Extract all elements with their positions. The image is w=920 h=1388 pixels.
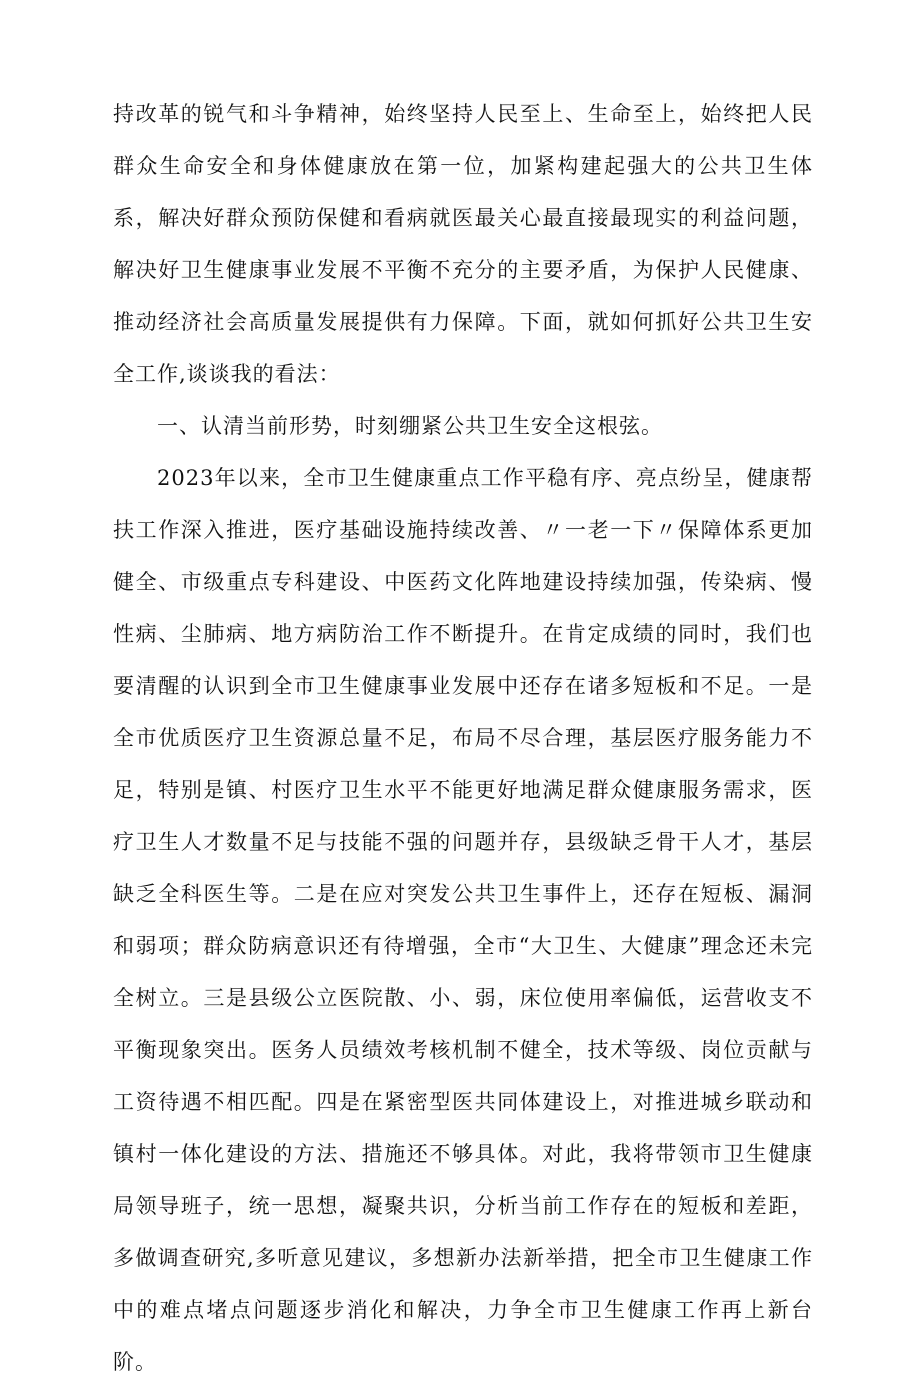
- document-body: [113, 88, 813, 1388]
- paragraph-intro-continuation: 持改革的锐气和斗争精神，始终坚持人民至上、生命至上，始终把人民群众生命安全和身体健康放在第一位，加紧构建起强大的公共卫生体系，解决好群众预防保健和看病就医最关心最直接最现实的利益问题，解决好卫生健康事业发展不平衡不充分的主要矛盾，为保护人民健康、推动经济社会高质量发展提供有力保障。下面，就如何抓好公共卫生安全工作,谈谈我的看法：: [113, 102, 813, 386]
- section-heading-1: 一、认清当前形势，时刻绷紧公共卫生安全这根弦。: [157, 414, 663, 438]
- paragraph-current-situation: 2023年以来，全市卫生健康重点工作平稳有序、亮点纷呈，健康帮扶工作深入推进，医疗基础设施持续改善、〃一老一下〃保障体系更加健全、市级重点专科建设、中医药文化阵地建设持续加强，传染病、慢性病、尘肺病、地方病防治工作不断提升。在肯定成绩的同时，我们也要清醒的认识到全市卫生健康事业发展中还存在诸多短板和不足。一是全市优质医疗卫生资源总量不足，布局不尽合理，基层医疗服务能力不足，特别是镇、村医疗卫生水平不能更好地满足群众健康服务需求，医疗卫生人才数量不足与技能不强的问题并存，县级缺乏骨干人才，基层缺乏全科医生等。二是在应对突发公共卫生事件上，还存在短板、漏洞和弱项；群众防病意识还有待增强，全市“大卫生、大健康”理念还未完全树立。三是县级公立医院散、小、弱，床位使用率偏低，运营收支不平衡现象突出。医务人员绩效考核机制不健全，技术等级、岗位贡献与工资待遇不相匹配。四是在紧密型医共同体建设上，对推进城乡联动和镇村一体化建设的方法、措施还不够具体。对此，我将带领市卫生健康局领导班子，统一思想，凝聚共识，分析当前工作存在的短板和差距，多做调查研究,多听意见建议，多想新办法新举措，把全市卫生健康工作中的难点堵点问题逐步消化和解决，力争全市卫生健康工作再上新台阶。: [113, 466, 813, 1374]
